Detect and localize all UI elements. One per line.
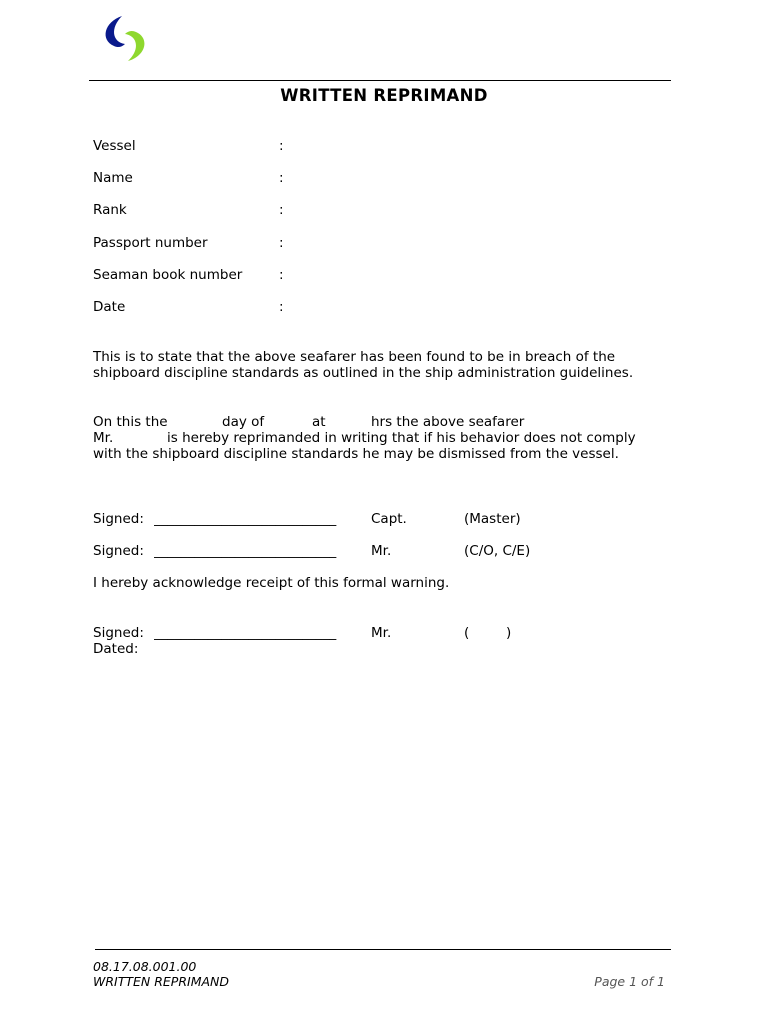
signer-role-close: ) bbox=[506, 625, 512, 641]
field-colon: : bbox=[279, 299, 284, 315]
signer-role: (Master) bbox=[464, 511, 521, 527]
reprimand-text: Mr. bbox=[93, 430, 114, 446]
reprimand-text: is hereby reprimanded in writing that if his behavior does not comply bbox=[167, 430, 636, 446]
field-colon: : bbox=[279, 202, 284, 218]
field-label-name: Name bbox=[93, 170, 133, 186]
document-code: 08.17.08.001.00 bbox=[93, 959, 197, 974]
logo-green-swoosh bbox=[125, 31, 144, 61]
page-number: Page 1 of 1 bbox=[594, 974, 665, 989]
signer-title: Mr. bbox=[371, 625, 392, 641]
signed-label: Signed: bbox=[93, 625, 144, 641]
reprimand-text: day of bbox=[222, 414, 265, 430]
field-colon: : bbox=[279, 267, 284, 283]
footer-rule bbox=[95, 949, 671, 950]
field-label-seaman-book: Seaman book number bbox=[93, 267, 243, 283]
company-logo bbox=[100, 14, 150, 64]
logo-blue-swoosh bbox=[106, 16, 125, 47]
field-label-date: Date bbox=[93, 299, 126, 315]
field-label-vessel: Vessel bbox=[93, 138, 136, 154]
field-colon: : bbox=[279, 235, 284, 251]
field-colon: : bbox=[279, 138, 284, 154]
reprimand-text: at bbox=[312, 414, 326, 430]
acknowledgement-text: I hereby acknowledge receipt of this formal warning. bbox=[93, 575, 450, 591]
document-title: WRITTEN REPRIMAND bbox=[280, 86, 488, 105]
signer-role: (C/O, C/E) bbox=[464, 543, 531, 559]
field-colon: : bbox=[279, 170, 284, 186]
dated-label: Dated: bbox=[93, 641, 139, 657]
signer-title: Capt. bbox=[371, 511, 407, 527]
signed-label: Signed: bbox=[93, 511, 144, 527]
reprimand-text: with the shipboard discipline standards he may be dismissed from the vessel. bbox=[93, 446, 619, 462]
reprimand-text: On this the bbox=[93, 414, 168, 430]
signature-line: ___________________________ bbox=[154, 511, 337, 527]
field-label-passport: Passport number bbox=[93, 235, 208, 251]
statement-line: shipboard discipline standards as outlined in the ship administration guidelines. bbox=[93, 365, 634, 381]
signature-line: ___________________________ bbox=[154, 543, 337, 559]
footer-document-name: WRITTEN REPRIMAND bbox=[93, 974, 230, 989]
signature-line: ___________________________ bbox=[154, 625, 337, 641]
signer-role-open: ( bbox=[464, 625, 470, 641]
statement-line: This is to state that the above seafarer has been found to be in breach of the bbox=[93, 349, 616, 365]
reprimand-text: hrs the above seafarer bbox=[371, 414, 525, 430]
field-label-rank: Rank bbox=[93, 202, 127, 218]
signed-label: Signed: bbox=[93, 543, 144, 559]
signer-title: Mr. bbox=[371, 543, 392, 559]
header-rule bbox=[89, 80, 671, 81]
